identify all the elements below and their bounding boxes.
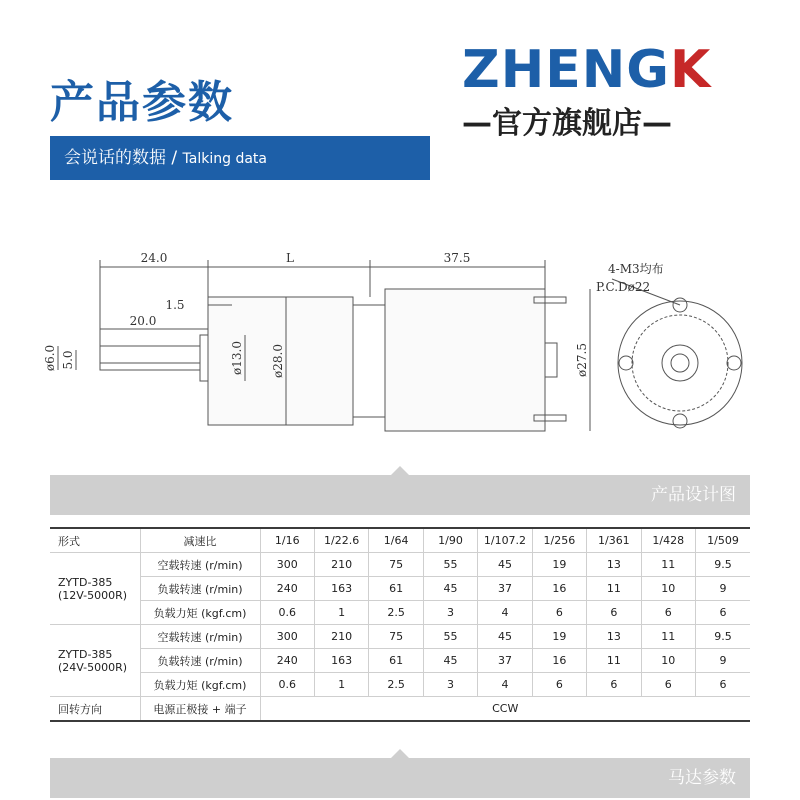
value-cell: 1 [314,601,368,625]
model-spec: (24V-5000R) [58,660,128,674]
value-cell: 10 [641,649,695,673]
row-label: 负载力矩 (kgf.cm) [140,601,260,625]
subtitle-en: Talking data [182,151,267,167]
value-cell: 210 [314,625,368,649]
value-cell: 9.5 [696,625,751,649]
band-notch [391,749,409,758]
output-shaft [100,346,200,370]
subtitle-cn: 会说话的数据 [64,148,166,168]
logo-wordmark [462,42,762,98]
end-view-shaft [671,354,689,372]
dia-28-label: ø28.0 [271,344,285,378]
section-band-motor [50,758,750,798]
value-cell: 4 [478,673,532,697]
dia-6-label: ø6.0 [43,344,57,372]
logo-brand-k: K [669,40,712,100]
table-row [50,601,750,625]
value-cell: 6 [696,601,751,625]
value-cell: 2.5 [369,601,423,625]
value-cell: 3 [423,673,477,697]
spec-table [50,527,750,722]
value-cell: 4 [478,601,532,625]
value-cell: 19 [532,553,586,577]
value-cell: 13 [587,625,641,649]
value-cell: 10 [641,577,695,601]
band-notch [391,466,409,475]
value-cell: 240 [260,577,314,601]
brand-logo [462,42,762,144]
row-label: 负载转速 (r/min) [140,577,260,601]
value-cell: 300 [260,625,314,649]
dim-15-label: 1.5 [165,298,185,312]
value-cell: 9.5 [696,553,751,577]
dia-13-label: ø13.0 [230,341,244,375]
row-label: 负载转速 (r/min) [140,649,260,673]
logo-brand-main: ZHENG [462,40,670,100]
row-label: 空载转速 (r/min) [140,625,260,649]
value-cell: 3 [423,601,477,625]
shaft-boss [200,335,208,381]
subtitle-separator: / [166,148,183,168]
logo-store-label: —官方旗舰店— [462,106,672,141]
model-spec: (12V-5000R) [58,588,128,602]
row-label: 空载转速 (r/min) [140,553,260,577]
page-title: 产品参数 [50,77,234,128]
rotation-value: CCW [260,697,750,722]
value-cell: 6 [587,673,641,697]
value-cell: 210 [314,553,368,577]
end-view-boss [662,345,698,381]
value-cell: 1 [314,673,368,697]
value-cell: 0.6 [260,673,314,697]
model-name: ZYTD-385 [58,647,113,661]
end-view-flange [618,301,742,425]
value-cell: 75 [369,625,423,649]
value-cell: 9 [696,649,751,673]
model-name: ZYTD-385 [58,575,113,589]
ratio-header: 1/90 [423,528,477,553]
dim-L-label: L [286,251,294,265]
value-cell: 2.5 [369,673,423,697]
value-cell: 240 [260,649,314,673]
rotation-row [50,697,750,722]
rotation-condition: 电源正极接 + 端子 [140,697,260,722]
value-cell: 6 [696,673,751,697]
ratio-header: 1/428 [641,528,695,553]
dim-24-label: 24.0 [140,251,168,265]
value-cell: 37 [478,649,532,673]
value-cell: 6 [641,601,695,625]
mount-hole-right [727,356,741,370]
value-cell: 300 [260,553,314,577]
value-cell: 11 [641,625,695,649]
value-cell: 61 [369,649,423,673]
ratio-header: 1/509 [696,528,751,553]
value-cell: 45 [423,649,477,673]
motor-neck [353,305,385,417]
header-form: 形式 [50,528,140,553]
table-header-row [50,528,750,553]
value-cell: 61 [369,577,423,601]
value-cell: 45 [478,625,532,649]
ratio-header: 1/256 [532,528,586,553]
value-cell: 11 [641,553,695,577]
value-cell: 55 [423,553,477,577]
value-cell: 37 [478,577,532,601]
ratio-header: 1/22.6 [314,528,368,553]
dia-275-label: ø27.5 [575,343,589,377]
value-cell: 6 [587,601,641,625]
row-label: 负载力矩 (kgf.cm) [140,673,260,697]
technical-drawing [0,205,800,470]
value-cell: 16 [532,577,586,601]
motor-drawing-svg [0,205,800,470]
header-ratio: 减速比 [140,528,260,553]
model-cell [50,553,140,625]
value-cell: 45 [478,553,532,577]
dim-20-label: 20.0 [129,314,157,328]
rotation-label: 回转方向 [50,697,140,722]
value-cell: 163 [314,577,368,601]
motor-body [385,289,545,431]
mount-hole-bottom [673,414,687,428]
pcd-note-label: P.C.Dø22 [596,280,651,294]
value-cell: 16 [532,649,586,673]
hole-note-label: 4-M3均布 [608,262,664,276]
value-cell: 11 [587,577,641,601]
mount-hole-left [619,356,633,370]
ratio-header: 1/64 [369,528,423,553]
dim-375-label: 37.5 [443,251,471,265]
value-cell: 11 [587,649,641,673]
value-cell: 13 [587,553,641,577]
value-cell: 6 [532,673,586,697]
table-row [50,625,750,649]
section-label-motor: 马达参数 [668,768,736,788]
table-row [50,649,750,673]
dim-5-label: 5.0 [61,350,75,370]
ratio-header: 1/361 [587,528,641,553]
value-cell: 6 [532,601,586,625]
motor-rear-cap [545,343,557,377]
section-label-design: 产品设计图 [651,485,736,505]
value-cell: 75 [369,553,423,577]
section-band-design [50,475,750,515]
table-row [50,577,750,601]
value-cell: 9 [696,577,751,601]
value-cell: 6 [641,673,695,697]
table-row [50,553,750,577]
table-row [50,673,750,697]
ratio-header: 1/107.2 [478,528,532,553]
model-cell [50,625,140,697]
value-cell: 0.6 [260,601,314,625]
value-cell: 45 [423,577,477,601]
value-cell: 163 [314,649,368,673]
value-cell: 19 [532,625,586,649]
ratio-header: 1/16 [260,528,314,553]
value-cell: 55 [423,625,477,649]
subtitle-bar [50,136,430,180]
pcd-circle [632,315,728,411]
